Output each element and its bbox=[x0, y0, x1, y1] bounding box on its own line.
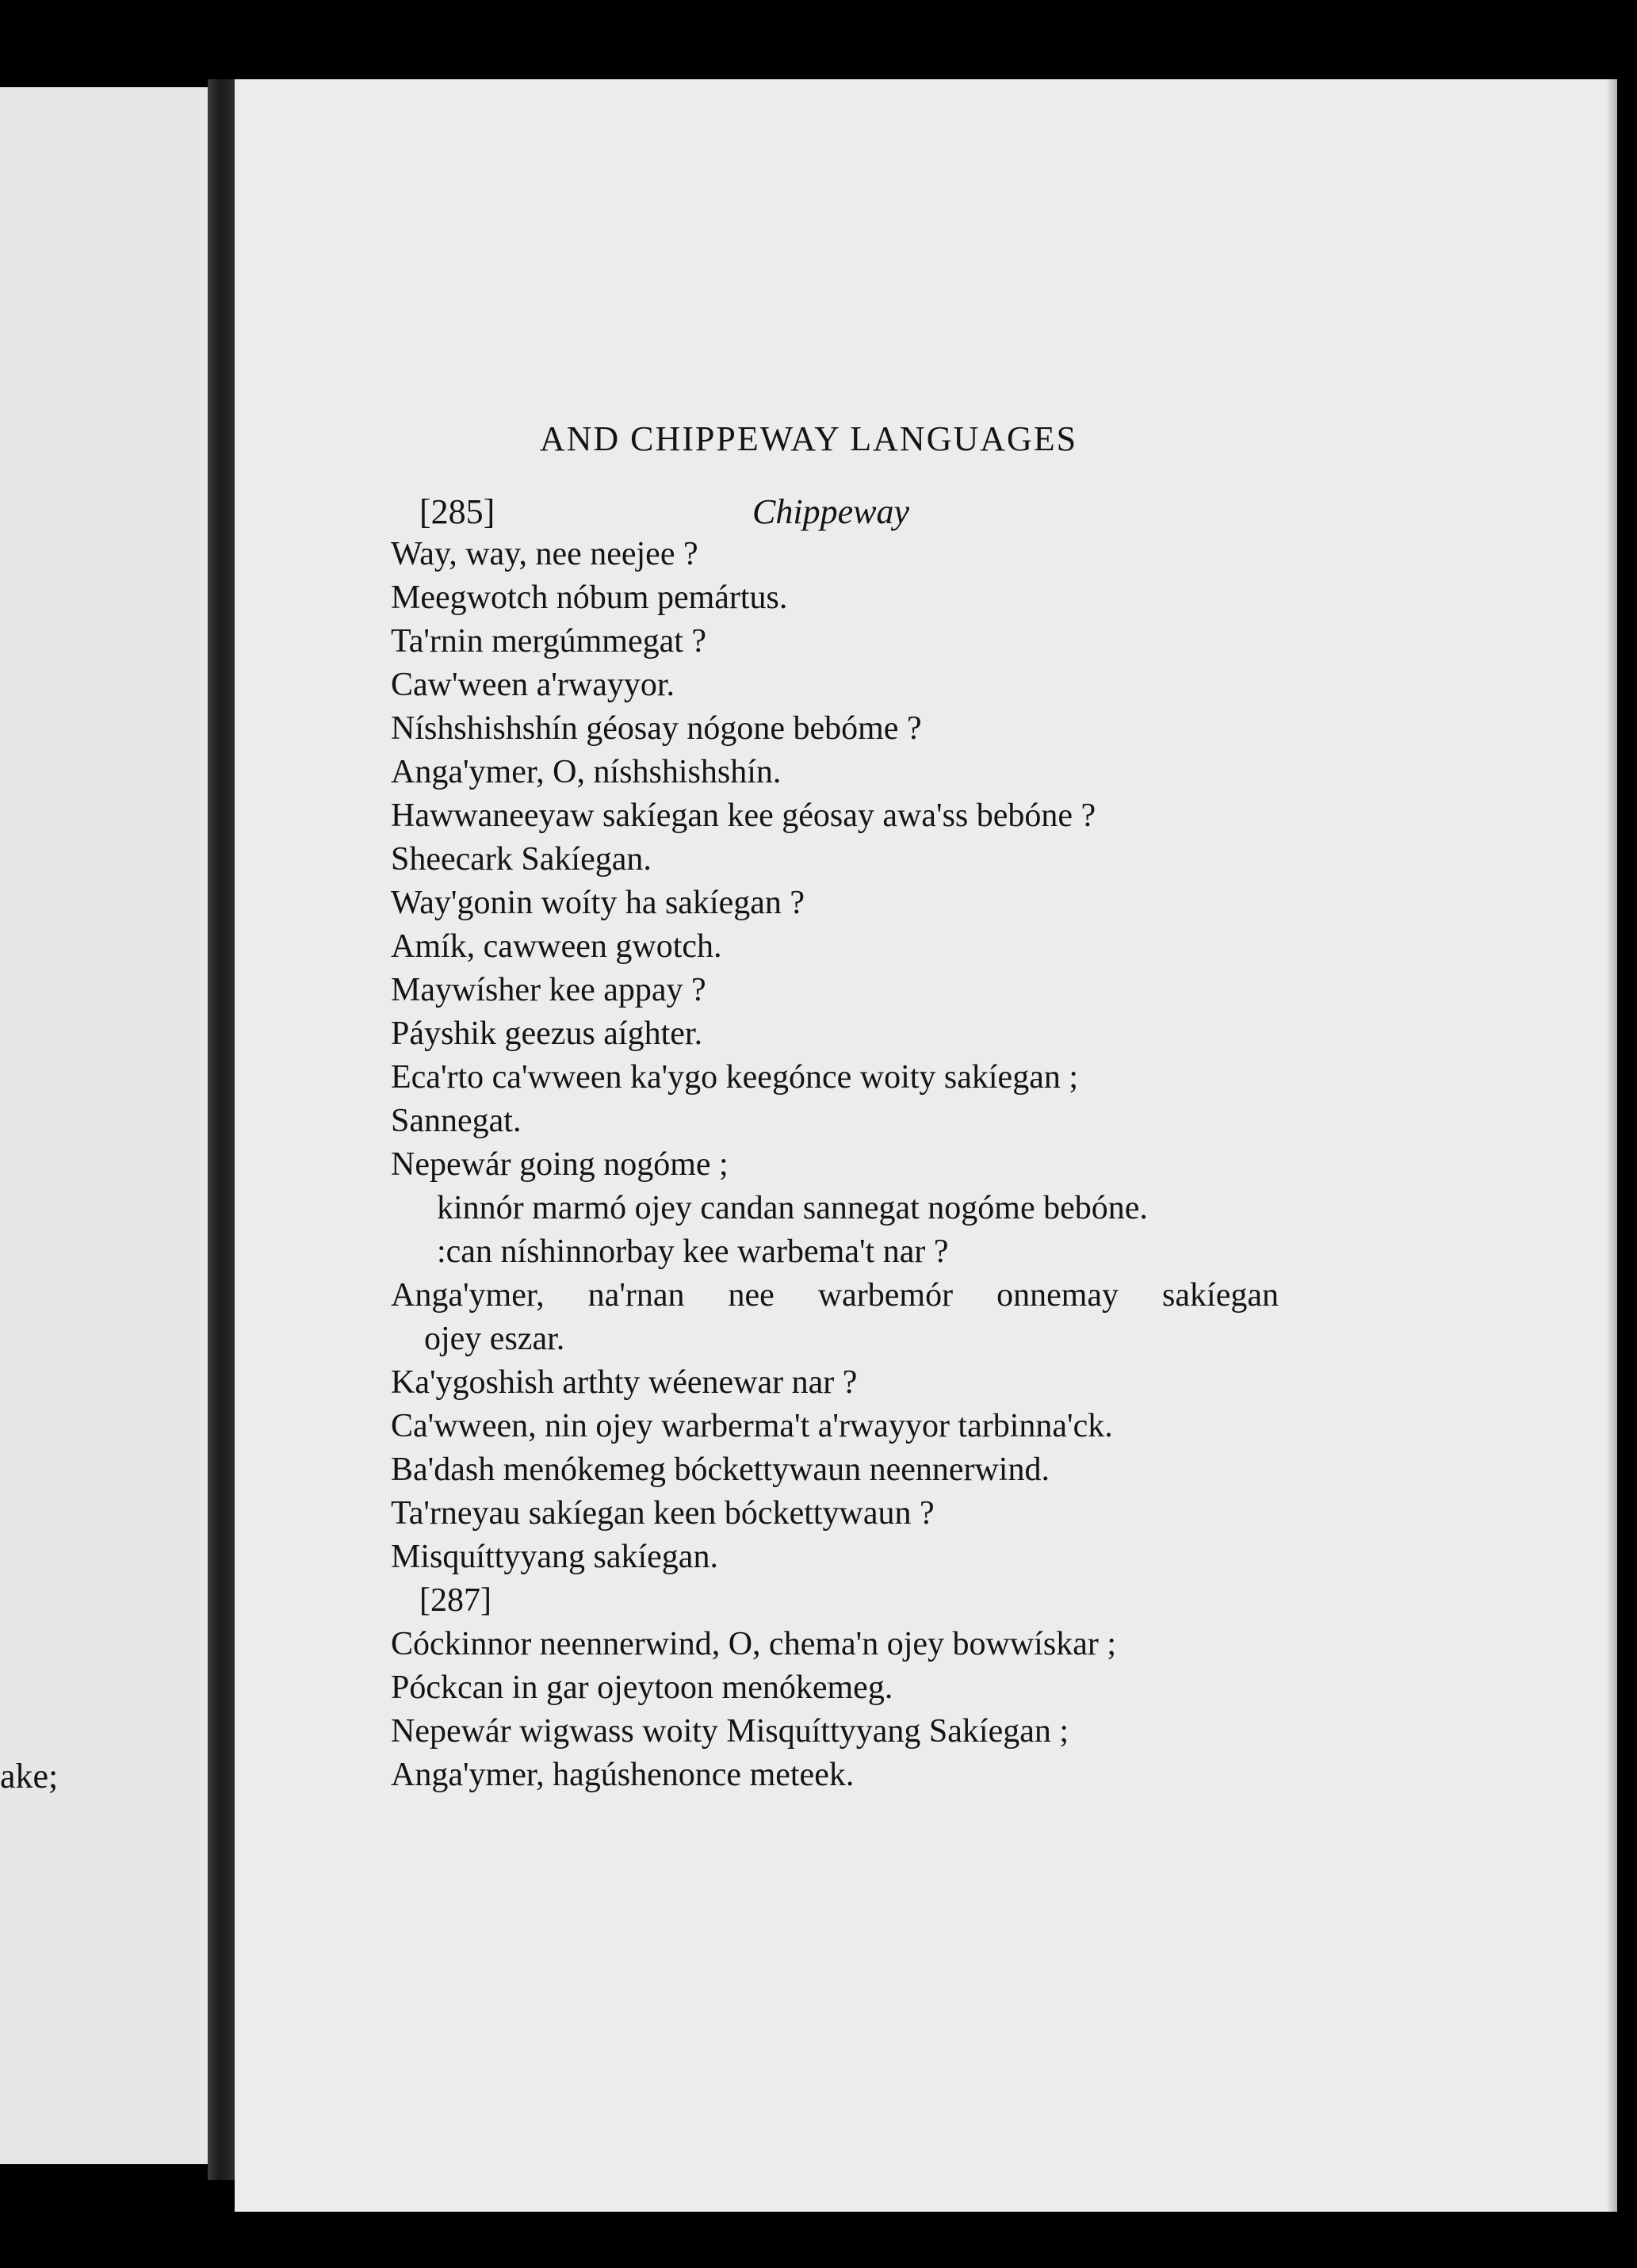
page-edge bbox=[1606, 79, 1617, 2212]
verse-line: Ka'ygoshish arthty wéenewar nar ? bbox=[391, 1364, 858, 1401]
section-marker: [287] bbox=[419, 1582, 491, 1619]
book-page bbox=[235, 79, 1617, 2212]
language-label: Chippeway bbox=[752, 492, 909, 531]
verse-line: Ta'rneyau sakíegan keen bóckettywaun ? bbox=[391, 1495, 935, 1532]
verse-line: Misquíttyyang sakíegan. bbox=[391, 1539, 718, 1575]
verse-text bbox=[391, 533, 1279, 1797]
verse-line: Way'gonin woíty ha sakíegan ? bbox=[391, 885, 805, 921]
verse-line: Anga'ymer, hagúshenonce meteek. bbox=[391, 1757, 855, 1793]
verse-line: Ca'wween, nin ojey warberma't a'rwayyor tarbinna'ck. bbox=[391, 1408, 1113, 1444]
verse-line: Nepewár wigwass woity Misquíttyyang Sakíegan ; bbox=[391, 1713, 1069, 1750]
verse-line: Póckcan in gar ojeytoon menókemeg. bbox=[391, 1669, 893, 1706]
verse-line: Sannegat. bbox=[391, 1103, 522, 1139]
section-header bbox=[419, 491, 909, 532]
verse-line: Níshshishshín géosay nógone bebóme ? bbox=[391, 710, 922, 747]
verse-line: :can níshinnorbay kee warbema't nar ? bbox=[437, 1233, 949, 1270]
verse-line: Sheecark Sakíegan. bbox=[391, 841, 652, 878]
verse-line: Way, way, nee neejee ? bbox=[391, 536, 698, 572]
previous-page bbox=[0, 87, 208, 2164]
verse-line: Eca'rto ca'wween ka'ygo keegónce woity sakíegan ; bbox=[391, 1059, 1079, 1096]
verse-line: Hawwaneeyaw sakíegan kee géosay awa'ss bebóne ? bbox=[391, 797, 1096, 834]
section-number: [285] bbox=[419, 492, 495, 531]
verse-line: Nepewár going nogóme ; bbox=[391, 1146, 729, 1183]
verse-line: Ba'dash menókemeg bóckettywaun neennerwind. bbox=[391, 1451, 1050, 1488]
previous-page-fragment: ake; bbox=[0, 1757, 59, 1796]
verse-line: Amík, cawween gwotch. bbox=[391, 928, 722, 965]
verse-line: Maywísher kee appay ? bbox=[391, 972, 706, 1008]
verse-line: Anga'ymer, na'rnan nee warbemór onnemay sakíegan bbox=[391, 1277, 1279, 1314]
verse-line: Páyshik geezus aíghter. bbox=[391, 1015, 703, 1052]
book-spine bbox=[208, 79, 235, 2180]
verse-line: Caw'ween a'rwayyor. bbox=[391, 667, 675, 703]
verse-line: ojey eszar. bbox=[424, 1321, 565, 1357]
running-title: AND CHIPPEWAY LANGUAGES bbox=[539, 419, 1078, 458]
verse-line: Cóckinnor neennerwind, O, chema'n ojey bowwískar ; bbox=[391, 1626, 1116, 1662]
verse-line: Ta'rnin mergúmmegat ? bbox=[391, 623, 707, 660]
verse-line: Anga'ymer, O, níshshishshín. bbox=[391, 754, 782, 790]
verse-line: Meegwotch nóbum pemártus. bbox=[391, 579, 788, 616]
verse-line: kinnór marmó ojey candan sannegat nogóme bebóne. bbox=[437, 1190, 1148, 1226]
